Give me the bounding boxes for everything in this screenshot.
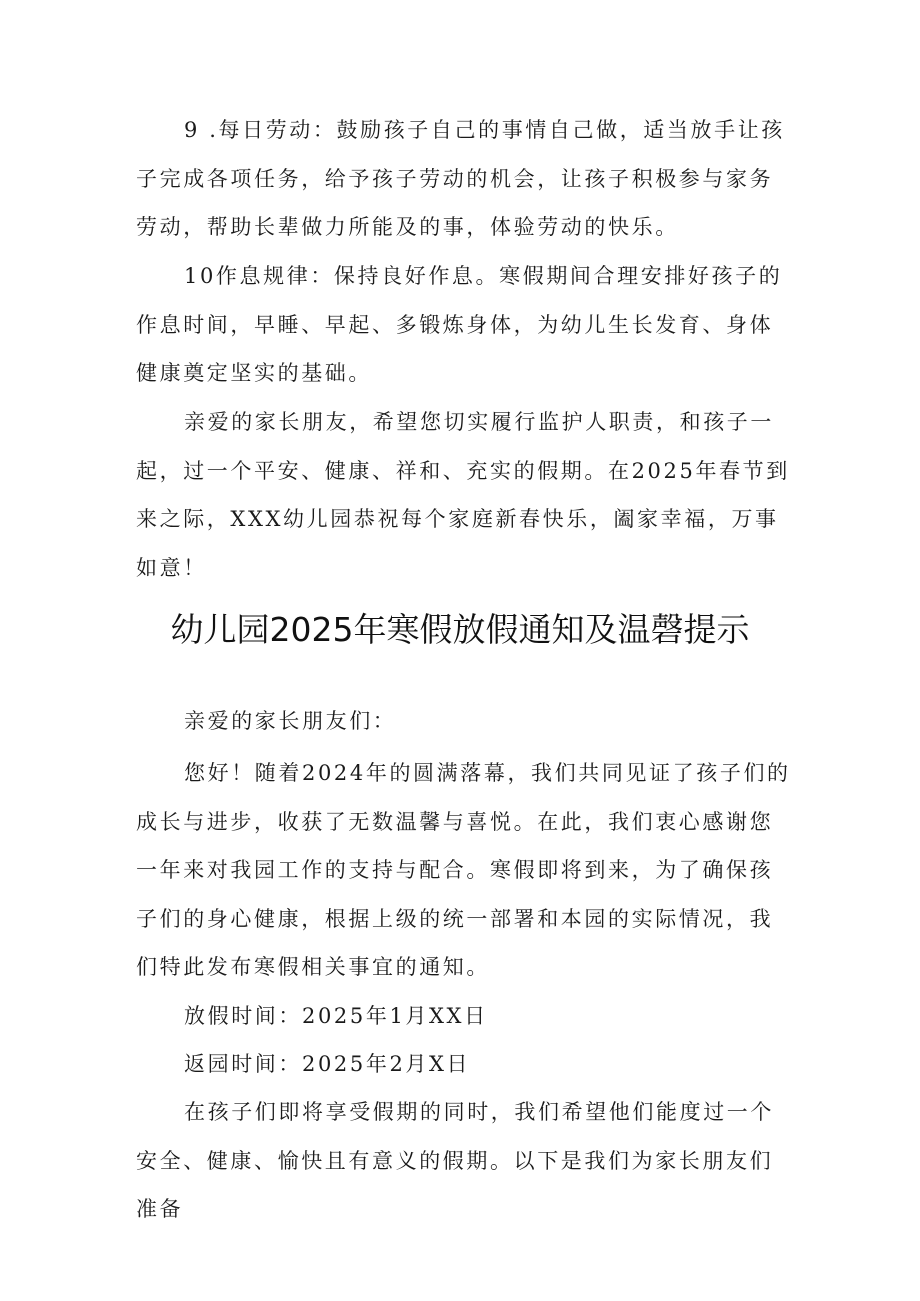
paragraph-daily-labor: 9 .每日劳动：鼓励孩子自己的事情自己做，适当放手让孩子完成各项任务，给予孩子劳动的机会，让孩子积极参与家务劳动，帮助长辈做力所能及的事，体验劳动的快乐。 — [136, 118, 785, 239]
notice-title: 幼儿园2025年寒假放假通知及温磬提示 — [170, 610, 750, 649]
paragraph-parents-wishes: 亲爱的家长朋友，希望您切实履行监护人职责，和孩子一起，过一个平安、健康、祥和、充实的假期。在2025年春节到来之际，XXX幼儿园恭祝每个家庭新春快乐，阖家幸福，万事如意！ — [136, 410, 790, 580]
notice-closing: 在孩子们即将享受假期的同时，我们希望他们能度过一个安全、健康、愉快且有意义的假期。以下是我们为家长朋友们准备 — [136, 1100, 774, 1221]
notice-return-time: 返园时间：2025年2月X日 — [184, 1052, 471, 1076]
notice-holiday-time: 放假时间：2025年1月XX日 — [184, 1004, 488, 1028]
notice-intro: 您好！随着2024年的圆满落幕，我们共同见证了孩子们的成长与进步，收获了无数温馨与喜悦。在此，我们衷心感谢您一年来对我园工作的支持与配合。寒假即将到来，为了确保孩子们的身心健康，根据上级的统一部署和本园的实际情况，我们特此发布寒假相关事宜的通知。 — [136, 761, 791, 979]
paragraph-routine: 10作息规律：保持良好作息。寒假期间合理安排好孩子的作息时间，早睡、早起、多锻炼身体，为幼儿生长发育、身体健康奠定坚实的基础。 — [136, 264, 783, 385]
notice-greeting: 亲爱的家长朋友们： — [184, 709, 397, 733]
